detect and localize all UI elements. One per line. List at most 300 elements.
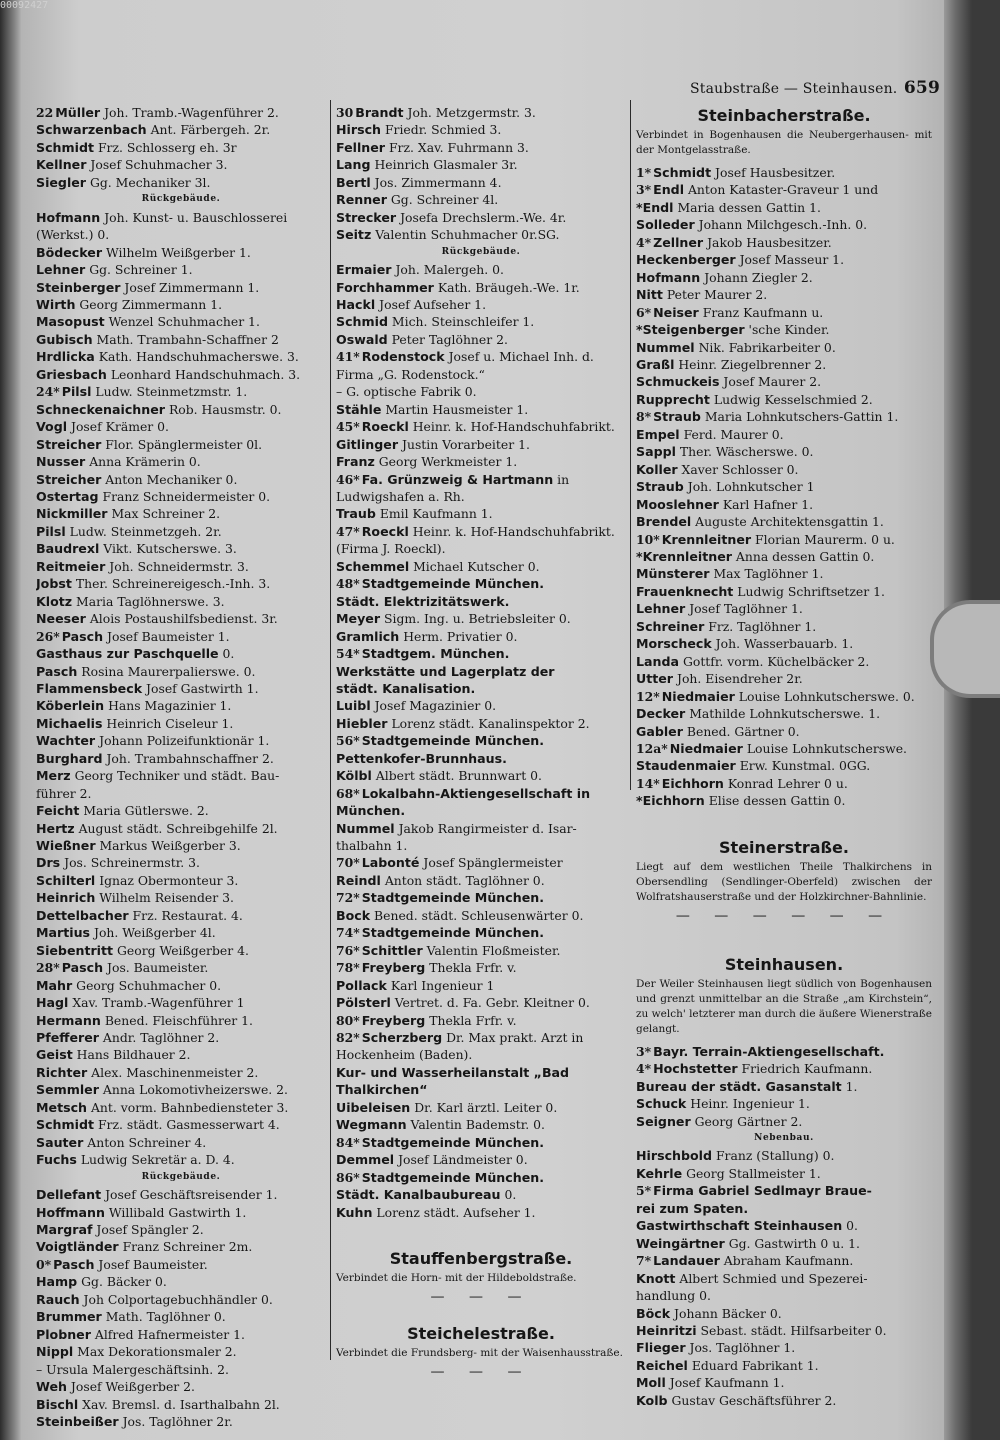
resident-entry bbox=[636, 199, 932, 216]
resident-entry bbox=[636, 1270, 932, 1287]
resident-name: Dellefant bbox=[36, 1187, 102, 1203]
resident-name: Hochstetter bbox=[653, 1061, 738, 1077]
resident-name: Hirsch bbox=[336, 122, 381, 138]
resident-name: Gabler bbox=[636, 723, 683, 739]
resident-details: Valentin Floßmeister. bbox=[426, 942, 561, 958]
resident-name: Kehrle bbox=[636, 1165, 683, 1181]
street-description: Liegt auf dem westlichen Theile Thalkirchens in Obersendling (Sendlinger-Oberfeld) zwischen der Wolfratshauserstraße und der Holzkirchner-Bahnlinie. bbox=[636, 860, 932, 903]
resident-entry bbox=[336, 488, 626, 505]
resident-entry bbox=[36, 1343, 326, 1360]
resident-name: Schmidt bbox=[653, 165, 712, 180]
resident-name: Labonté bbox=[361, 855, 420, 871]
resident-name: Reindl bbox=[336, 872, 381, 888]
resident-name: Bayr. Terrain-Aktiengesellschaft. bbox=[653, 1043, 885, 1059]
resident-name: Pilsl bbox=[61, 384, 92, 400]
resident-details: Jos. Taglöhner 1. bbox=[689, 1340, 796, 1356]
resident-entry bbox=[336, 401, 626, 418]
street-heading: Stauffenbergstraße. bbox=[389, 1249, 573, 1268]
resident-name: Nummel bbox=[336, 820, 395, 836]
resident-entry bbox=[36, 785, 326, 802]
resident-entry bbox=[336, 750, 626, 767]
resident-entry bbox=[36, 1238, 326, 1255]
resident-entry bbox=[36, 104, 326, 121]
resident-details: Wilhelm Reisender 3. bbox=[99, 890, 234, 906]
house-number: 30 bbox=[336, 105, 354, 120]
building-subheading: Nebenbau. bbox=[754, 1133, 814, 1144]
resident-details: Louise Lohnkutscherswe. bbox=[746, 740, 907, 756]
resident-name: Plobner bbox=[36, 1326, 91, 1342]
resident-entry bbox=[636, 1305, 932, 1322]
resident-details: führer 2. bbox=[36, 785, 92, 801]
resident-details: Josef Taglöhner 1. bbox=[689, 601, 803, 617]
house-number: 76* bbox=[336, 942, 360, 958]
resident-entry bbox=[36, 471, 326, 488]
resident-name: Wirth bbox=[36, 296, 76, 312]
resident-entry bbox=[36, 732, 326, 749]
resident-name: Münsterer bbox=[636, 566, 710, 582]
house-number: 3* bbox=[636, 182, 652, 198]
resident-details: Joh Colportagebuchhändler 0. bbox=[83, 1291, 273, 1307]
resident-name: Neiser bbox=[653, 304, 699, 320]
house-number: 46* bbox=[336, 471, 360, 487]
resident-details: Thekla Frfr. v. bbox=[429, 960, 517, 976]
resident-entry bbox=[336, 121, 626, 138]
resident-entry bbox=[636, 269, 932, 286]
house-number: 24* bbox=[36, 384, 60, 400]
resident-name: Reitmeier bbox=[36, 558, 106, 574]
resident-details: Johann Ziegler 2. bbox=[704, 269, 813, 285]
house-number: 48* bbox=[336, 576, 360, 592]
resident-entry bbox=[36, 1273, 326, 1290]
resident-entry bbox=[36, 209, 326, 226]
resident-name: Schilterl bbox=[36, 872, 96, 888]
resident-name: Hofmann bbox=[636, 269, 701, 285]
resident-entry bbox=[36, 1291, 326, 1308]
street-description: Verbindet in Bogenhausen die Neubergerhausen- mit der Montgelasstraße. bbox=[636, 129, 932, 156]
resident-details: Frz. Schlosserg eh. 3r bbox=[97, 139, 237, 155]
resident-name: Städt. Kanalbaubureau bbox=[336, 1187, 501, 1203]
resident-details: Louise Lohnkutscherswe. 0. bbox=[738, 688, 915, 704]
resident-details: Josef Zimmermann 1. bbox=[124, 279, 260, 295]
spacer bbox=[336, 1221, 626, 1247]
resident-name: Krennleitner bbox=[661, 531, 752, 547]
resident-details: Ludw. Steinmetzgeh. 2r. bbox=[69, 523, 222, 539]
house-number: 3* bbox=[636, 1043, 652, 1059]
resident-details: Georg Werkmeister 1. bbox=[378, 454, 518, 470]
resident-name: Pettenkofer-Brunnhaus. bbox=[336, 750, 507, 766]
resident-name: Knott bbox=[636, 1270, 676, 1286]
resident-details: Gustav Geschäftsführer 2. bbox=[671, 1392, 837, 1408]
resident-entry bbox=[36, 715, 326, 732]
resident-entry bbox=[636, 653, 932, 670]
resident-details: Lorenz städt. Aufseher 1. bbox=[376, 1204, 536, 1220]
resident-name: Dettelbacher bbox=[36, 907, 129, 923]
resident-entry bbox=[336, 820, 626, 837]
resident-details: Josef Spängler 2. bbox=[96, 1222, 204, 1237]
resident-details: 1. bbox=[845, 1078, 858, 1094]
resident-details: Anton städt. Taglöhner 0. bbox=[384, 872, 545, 888]
binder-clip-tab bbox=[930, 600, 1000, 698]
resident-entry bbox=[36, 453, 326, 470]
house-number: 56* bbox=[336, 733, 360, 749]
resident-entry bbox=[36, 1413, 326, 1430]
resident-details: Josef Baumeister 1. bbox=[107, 628, 230, 644]
resident-details: Josef Hausbesitzer. bbox=[715, 165, 836, 180]
resident-details: Johann Bäcker 0. bbox=[674, 1305, 782, 1321]
resident-details: Ludwig Kesselschmied 2. bbox=[713, 391, 873, 407]
resident-name: Frauenknecht bbox=[636, 583, 734, 599]
resident-details: Max Dekorationsmaler 2. bbox=[77, 1344, 237, 1360]
resident-entry bbox=[36, 872, 326, 889]
resident-name: Ermaier bbox=[336, 262, 392, 278]
resident-entry bbox=[636, 1147, 932, 1164]
resident-entry bbox=[36, 837, 326, 854]
resident-details: Vertret. d. Fa. Gebr. Kleitner 0. bbox=[394, 995, 590, 1011]
resident-entry bbox=[636, 1113, 932, 1130]
resident-details: Justin Vorarbeiter 1. bbox=[402, 436, 530, 452]
street-description: Verbindet die Frundsberg- mit der Waisenhausstraße. bbox=[336, 1347, 623, 1359]
street-heading: Steinbacherstraße. bbox=[697, 106, 871, 125]
resident-details: Herm. Privatier 0. bbox=[403, 628, 518, 644]
resident-details: (Firma J. Roeckl). bbox=[336, 541, 446, 557]
resident-entry bbox=[336, 1012, 626, 1029]
resident-name: Wachter bbox=[36, 733, 96, 749]
resident-entry bbox=[36, 977, 326, 994]
resident-entry bbox=[36, 942, 326, 959]
resident-details: Nik. Fabrikarbeiter 0. bbox=[698, 339, 836, 355]
resident-name: Fa. Grünzweig & Hartmann bbox=[361, 471, 554, 487]
resident-entry bbox=[636, 181, 932, 198]
resident-entry bbox=[636, 1322, 932, 1339]
resident-entry bbox=[336, 628, 626, 645]
resident-name: Müller bbox=[55, 105, 101, 120]
house-number: 8* bbox=[636, 409, 652, 425]
resident-details: Josef Schuhmacher 3. bbox=[90, 157, 228, 173]
resident-entry bbox=[336, 383, 626, 400]
resident-name: Pölsterl bbox=[336, 995, 391, 1011]
resident-entry bbox=[336, 715, 626, 732]
resident-details: Hockenheim (Baden). bbox=[336, 1047, 473, 1063]
resident-details: Vikt. Kutscherswe. 3. bbox=[103, 541, 237, 557]
spacer bbox=[636, 810, 932, 836]
house-number: 72* bbox=[336, 890, 360, 906]
resident-details: Joh. Lohnkutscher 1 bbox=[687, 479, 815, 495]
resident-entry bbox=[36, 313, 326, 330]
house-number: 74* bbox=[336, 925, 360, 941]
street-description: Verbindet die Horn- mit der Hildeboldstraße. bbox=[336, 1272, 577, 1284]
resident-name: Bischl bbox=[36, 1396, 79, 1412]
resident-name: Flieger bbox=[636, 1340, 686, 1356]
resident-name: Bock bbox=[336, 907, 371, 923]
resident-name: Thalkirchen“ bbox=[336, 1082, 428, 1098]
resident-details: Joh. Kunst- u. Bauschlosserei bbox=[104, 209, 288, 225]
resident-details: Ther. Wäscherswe. 0. bbox=[679, 444, 814, 460]
resident-entry bbox=[636, 531, 932, 548]
resident-details: Erw. Kunstmal. 0GG. bbox=[739, 758, 871, 774]
resident-entry bbox=[36, 767, 326, 784]
resident-name: Hiebler bbox=[336, 715, 388, 731]
resident-entry bbox=[636, 1165, 932, 1182]
resident-details: Martin Hausmeister 1. bbox=[385, 401, 529, 417]
resident-details: Math. Taglöhner 0. bbox=[105, 1309, 226, 1325]
resident-entry bbox=[36, 575, 326, 592]
resident-name: Oswald bbox=[336, 331, 388, 347]
resident-entry bbox=[636, 339, 932, 356]
resident-details: Franz (Stallung) 0. bbox=[715, 1148, 835, 1164]
resident-details: Willibald Gastwirth 1. bbox=[108, 1204, 247, 1220]
resident-entry bbox=[36, 505, 326, 522]
resident-name: Rauch bbox=[36, 1291, 80, 1307]
resident-entry bbox=[336, 593, 626, 610]
resident-name: Endl bbox=[653, 182, 685, 198]
resident-entry bbox=[336, 994, 626, 1011]
resident-entry bbox=[636, 1339, 932, 1356]
resident-entry bbox=[636, 688, 932, 705]
resident-name: Baudrexl bbox=[36, 541, 100, 557]
resident-details: Gg. Gastwirth 0 u. 1. bbox=[728, 1235, 860, 1251]
resident-entry bbox=[636, 1217, 932, 1234]
resident-name: Strecker bbox=[336, 209, 397, 225]
resident-name: Pasch bbox=[61, 960, 104, 976]
house-number: 54* bbox=[336, 646, 360, 662]
page-fore-edge bbox=[944, 0, 972, 1440]
resident-entry bbox=[36, 1029, 326, 1046]
house-number: 80* bbox=[336, 1012, 360, 1028]
column-rule-2 bbox=[630, 100, 631, 790]
resident-name: Stadtgemeinde München. bbox=[361, 925, 544, 941]
resident-details: Alex. Maschinenmeister 2. bbox=[91, 1064, 259, 1080]
resident-details: Michael Kutscher 0. bbox=[413, 558, 540, 574]
resident-name: Luibl bbox=[336, 698, 371, 714]
resident-details: Joh. Eisendreher 2r. bbox=[676, 671, 803, 687]
house-number: 45* bbox=[336, 419, 360, 435]
resident-entry bbox=[336, 610, 626, 627]
resident-name: Michaelis bbox=[36, 715, 103, 731]
resident-details: Bened. Gärtner 0. bbox=[686, 723, 800, 739]
resident-entry bbox=[336, 418, 626, 435]
resident-entry bbox=[36, 645, 326, 662]
resident-name: Firma Gabriel Sedlmayr Braue- bbox=[653, 1183, 872, 1199]
resident-details: Kath. Bräugeh.-We. 1r. bbox=[437, 279, 580, 295]
resident-name: Bertl bbox=[336, 174, 371, 190]
resident-name: Margraf bbox=[36, 1222, 93, 1237]
resident-details: Josef Weißgerber 2. bbox=[70, 1379, 195, 1395]
house-number: 28* bbox=[36, 960, 60, 976]
resident-entry bbox=[336, 924, 626, 941]
resident-details: Anna Krämerin 0. bbox=[89, 454, 201, 470]
resident-name: Böck bbox=[636, 1305, 671, 1321]
resident-details: Ludw. Steinmetzmstr. 1. bbox=[95, 384, 248, 400]
house-number: 4* bbox=[636, 1061, 652, 1077]
resident-name: Scherzberg bbox=[361, 1030, 443, 1046]
resident-entry bbox=[636, 1392, 932, 1409]
resident-entry bbox=[636, 583, 932, 600]
resident-entry bbox=[36, 366, 326, 383]
resident-entry bbox=[636, 304, 932, 321]
resident-entry bbox=[36, 261, 326, 278]
resident-name: Lehner bbox=[636, 601, 686, 617]
resident-name: Pasch bbox=[36, 663, 78, 679]
resident-details: Wilhelm Weißgerber 1. bbox=[106, 244, 251, 260]
resident-entry bbox=[336, 540, 626, 557]
resident-details: Ludwigshafen a. Rh. bbox=[336, 488, 465, 504]
resident-entry bbox=[636, 635, 932, 652]
resident-entry bbox=[36, 523, 326, 540]
resident-details: Valentin Schuhmacher 0r.SG. bbox=[375, 227, 560, 243]
resident-name: Roeckl bbox=[361, 419, 409, 435]
resident-entry bbox=[36, 1204, 326, 1221]
resident-name: Hertz bbox=[36, 820, 75, 836]
resident-name: Martius bbox=[36, 925, 91, 941]
resident-name: Renner bbox=[336, 192, 387, 208]
resident-entry bbox=[336, 1099, 626, 1116]
resident-details: Alois Postaushilfsbedienst. 3r. bbox=[89, 611, 278, 627]
resident-name: Kölbl bbox=[336, 768, 372, 784]
resident-name: Empel bbox=[636, 426, 680, 442]
resident-details: Konrad Lehrer 0 u. bbox=[727, 775, 848, 791]
running-title: Staubstraße — Steinhausen. bbox=[690, 81, 898, 97]
resident-entry bbox=[36, 121, 326, 138]
resident-entry bbox=[336, 697, 626, 714]
resident-name: Lehner bbox=[36, 262, 86, 278]
resident-name: Seitz bbox=[336, 227, 372, 243]
book-gutter-edge bbox=[0, 0, 22, 1440]
column-2 bbox=[336, 104, 626, 1383]
resident-entry bbox=[36, 697, 326, 714]
house-number: 86* bbox=[336, 1169, 360, 1185]
resident-name: Griesbach bbox=[36, 366, 107, 382]
resident-name: Heinrich bbox=[36, 890, 96, 906]
resident-details: Max Taglöhner 1. bbox=[713, 566, 824, 582]
resident-entry bbox=[36, 436, 326, 453]
resident-name: Gitlinger bbox=[336, 436, 399, 452]
street-description: Der Weiler Steinhausen liegt südlich von Bogenhausen und grenzt unmittelbar an die Straße „am Kirchstein“, zu welch' letzterer man durch die äußere Wienerstraße gelangt. bbox=[636, 977, 932, 1035]
house-number: 0* bbox=[36, 1256, 52, 1272]
resident-name: Lokalbahn-Aktiengesellschaft in bbox=[361, 785, 591, 801]
resident-name: Moll bbox=[636, 1375, 666, 1391]
house-number: 26* bbox=[36, 628, 60, 644]
scan-id: 00092427 bbox=[0, 0, 49, 11]
resident-entry bbox=[36, 610, 326, 627]
resident-details: Heinrich Glasmaler 3r. bbox=[374, 157, 518, 173]
resident-details: Anton Mechaniker 0. bbox=[105, 471, 238, 487]
resident-entry bbox=[636, 391, 932, 408]
resident-details: Dr. Max prakt. Arzt in bbox=[446, 1030, 584, 1046]
house-number: 22 bbox=[36, 105, 54, 120]
house-number: 47* bbox=[336, 523, 360, 539]
resident-name: Burghard bbox=[36, 750, 103, 766]
column-3 bbox=[636, 104, 932, 1409]
resident-name: Pasch bbox=[53, 1256, 95, 1272]
section-dash-rule: — — — bbox=[430, 1364, 532, 1380]
resident-name: Schmidt bbox=[36, 139, 94, 155]
resident-details: Ludwig Schriftsetzer 1. bbox=[737, 583, 885, 599]
resident-entry bbox=[336, 279, 626, 296]
resident-entry bbox=[36, 924, 326, 941]
resident-entry bbox=[636, 1095, 932, 1112]
resident-entry bbox=[36, 279, 326, 296]
resident-details: Ant. Färbergeh. 2r. bbox=[150, 122, 271, 138]
house-number: 12* bbox=[636, 688, 660, 704]
resident-name: Schuck bbox=[636, 1096, 687, 1112]
resident-entry bbox=[36, 1046, 326, 1063]
resident-name: Stadtgemeinde München. bbox=[361, 1134, 544, 1150]
resident-name: Drs bbox=[36, 855, 61, 871]
resident-name: Neeser bbox=[36, 611, 86, 627]
resident-details: Albert städt. Brunnwart 0. bbox=[375, 768, 542, 784]
resident-name: Seigner bbox=[636, 1113, 691, 1129]
resident-entry bbox=[336, 680, 626, 697]
resident-entry bbox=[36, 1151, 326, 1168]
resident-entry bbox=[336, 139, 626, 156]
resident-name: Kur- und Wasserheilanstalt „Bad bbox=[336, 1064, 570, 1080]
resident-name: Hirschbold bbox=[636, 1148, 712, 1164]
resident-name: Bureau der städt. Gasanstalt bbox=[636, 1078, 842, 1094]
resident-name: Voigtländer bbox=[36, 1239, 119, 1255]
resident-details: Johann Polizeifunktionär 1. bbox=[99, 733, 270, 749]
resident-entry bbox=[336, 889, 626, 906]
resident-name: Schittler bbox=[361, 942, 423, 958]
resident-entry bbox=[336, 313, 626, 330]
resident-entry bbox=[336, 226, 626, 243]
resident-name: Pfefferer bbox=[36, 1030, 99, 1046]
resident-details: Georg Zimmermann 1. bbox=[79, 296, 223, 312]
resident-name: Hamp bbox=[36, 1274, 78, 1290]
resident-name: Nickmiller bbox=[36, 506, 108, 522]
resident-details: Gg. Schreiner 4l. bbox=[390, 192, 499, 208]
resident-name: Metsch bbox=[36, 1099, 88, 1115]
resident-details: Joh. Schneidermstr. 3. bbox=[109, 558, 249, 574]
resident-name: Schneckenaichner bbox=[36, 401, 165, 417]
resident-details: Ignaz Obermonteur 3. bbox=[99, 872, 239, 888]
resident-entry bbox=[336, 1186, 626, 1203]
resident-details: Joh. Weißgerber 4l. bbox=[94, 925, 216, 941]
resident-entry bbox=[336, 1169, 626, 1186]
resident-name: Schmidt bbox=[36, 1117, 94, 1133]
resident-name: Nitt bbox=[636, 287, 663, 303]
house-number: 68* bbox=[336, 785, 360, 801]
resident-details: Markus Weißgerber 3. bbox=[99, 838, 241, 854]
resident-name: Mooslehner bbox=[636, 496, 719, 512]
resident-entry bbox=[636, 1043, 932, 1060]
resident-entry bbox=[336, 1151, 626, 1168]
resident-entry bbox=[336, 209, 626, 226]
resident-entry bbox=[636, 251, 932, 268]
resident-details: Maria Lohnkutschers-Gattin 1. bbox=[704, 409, 899, 425]
resident-entry bbox=[336, 1064, 626, 1081]
resident-name: Schmuckeis bbox=[636, 374, 720, 390]
resident-entry bbox=[36, 802, 326, 819]
resident-details: Thekla Frfr. v. bbox=[429, 1012, 517, 1028]
resident-name: Vogl bbox=[36, 419, 68, 435]
resident-details: Rob. Hausmstr. 0. bbox=[168, 401, 282, 417]
resident-name: Niedmaier bbox=[669, 740, 743, 756]
resident-details: Joh. Trambahnschaffner 2. bbox=[106, 750, 274, 766]
resident-entry bbox=[336, 104, 626, 121]
resident-details: Jos. Zimmermann 4. bbox=[374, 174, 502, 190]
resident-details: Xav. Tramb.-Wagenführer 1 bbox=[72, 995, 245, 1011]
spacer bbox=[336, 1308, 626, 1322]
resident-details: Max Schreiner 2. bbox=[111, 506, 221, 522]
resident-details: Frz. städt. Gasmesserwart 4. bbox=[97, 1117, 280, 1133]
resident-name: Schwarzenbach bbox=[36, 122, 147, 138]
resident-name: Lang bbox=[336, 157, 371, 173]
resident-entry bbox=[336, 1029, 626, 1046]
resident-entry bbox=[336, 523, 626, 540]
resident-details: Jakob Hausbesitzer. bbox=[707, 234, 832, 250]
resident-details: Auguste Architektensgattin 1. bbox=[695, 514, 884, 530]
resident-entry bbox=[636, 740, 932, 757]
